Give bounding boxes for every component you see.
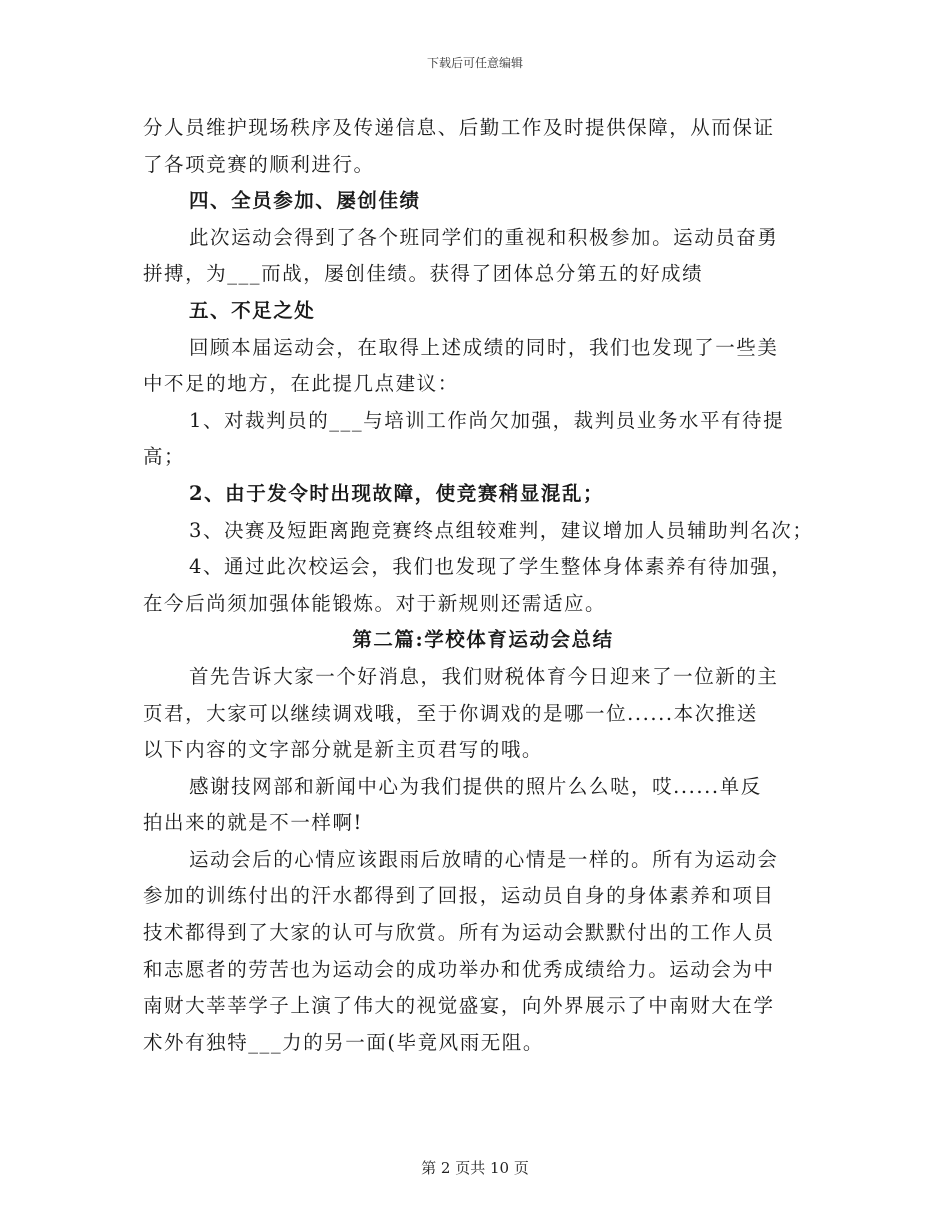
text-line: 术外有独特___力的另一面(毕竟风雨无阻。 xyxy=(143,1030,544,1054)
text-line: 南财大莘莘学子上演了伟大的视觉盛宴，向外界展示了中南财大在学 xyxy=(143,994,775,1018)
text-line: 页君，大家可以继续调戏哦，至于你调戏的是哪一位......本次推送 xyxy=(143,701,758,725)
text-line: 以下内容的文字部分就是新主页君写的哦。 xyxy=(143,738,543,762)
page-header: 下载后可任意编辑 xyxy=(426,56,523,70)
document-body xyxy=(143,110,823,1061)
section-heading: 五、不足之处 xyxy=(189,298,316,322)
list-item: 1、对裁判员的___与培训工作尚欠加强，裁判员业务水平有待提 xyxy=(189,408,785,432)
text-line: 此次运动会得到了各个班同学们的重视和积极参加。运动员奋勇 xyxy=(189,225,779,249)
text-line: 回顾本届运动会，在取得上述成绩的同时，我们也发现了一些美 xyxy=(189,335,779,359)
text-line: 技术都得到了大家的认可与欣赏。所有为运动会默默付出的工作人员 xyxy=(143,921,775,945)
text-line: 了各项竞赛的顺利进行。 xyxy=(143,152,375,176)
text-line: 在今后尚须加强体能锻炼。对于新规则还需适应。 xyxy=(143,591,607,615)
list-item: 3、决赛及短距离跑竞赛终点组较难判，建议增加人员辅助判名次； xyxy=(189,518,814,542)
text-line: 和志愿者的劳苦也为运动会的成功举办和优秀成绩给力。运动会为中 xyxy=(143,957,775,981)
text-line: 感谢技网部和新闻中心为我们提供的照片么么哒，哎......单反 xyxy=(189,774,762,798)
page-footer: 第 2 页共 10 页 xyxy=(421,1159,529,1177)
chapter-title: 第二篇:学校体育运动会总结 xyxy=(352,628,614,652)
text-line: 运动会后的心情应该跟雨后放晴的心情是一样的。所有为运动会 xyxy=(189,847,779,871)
list-item: 2、由于发令时出现故障，使竞赛稍显混乱； xyxy=(189,481,605,505)
text-line: 首先告诉大家一个好消息，我们财税体育今日迎来了一位新的主 xyxy=(189,664,779,688)
section-heading: 四、全员参加、屡创佳绩 xyxy=(189,189,421,213)
text-line: 高； xyxy=(143,445,186,469)
text-line: 拍出来的就是不一样啊! xyxy=(143,811,363,835)
text-line: 中不足的地方，在此提几点建议： xyxy=(143,372,459,396)
text-line: 拼搏，为___而战，屡创佳绩。获得了团体总分第五的好成绩 xyxy=(143,262,704,286)
text-line: 分人员维护现场秩序及传递信息、后勤工作及时提供保障，从而保证 xyxy=(143,116,775,139)
list-item: 4、通过此次校运会，我们也发现了学生整体身体素养有待加强， xyxy=(189,555,793,579)
text-line: 参加的训练付出的汗水都得到了回报，运动员自身的身体素养和项目 xyxy=(143,884,775,908)
